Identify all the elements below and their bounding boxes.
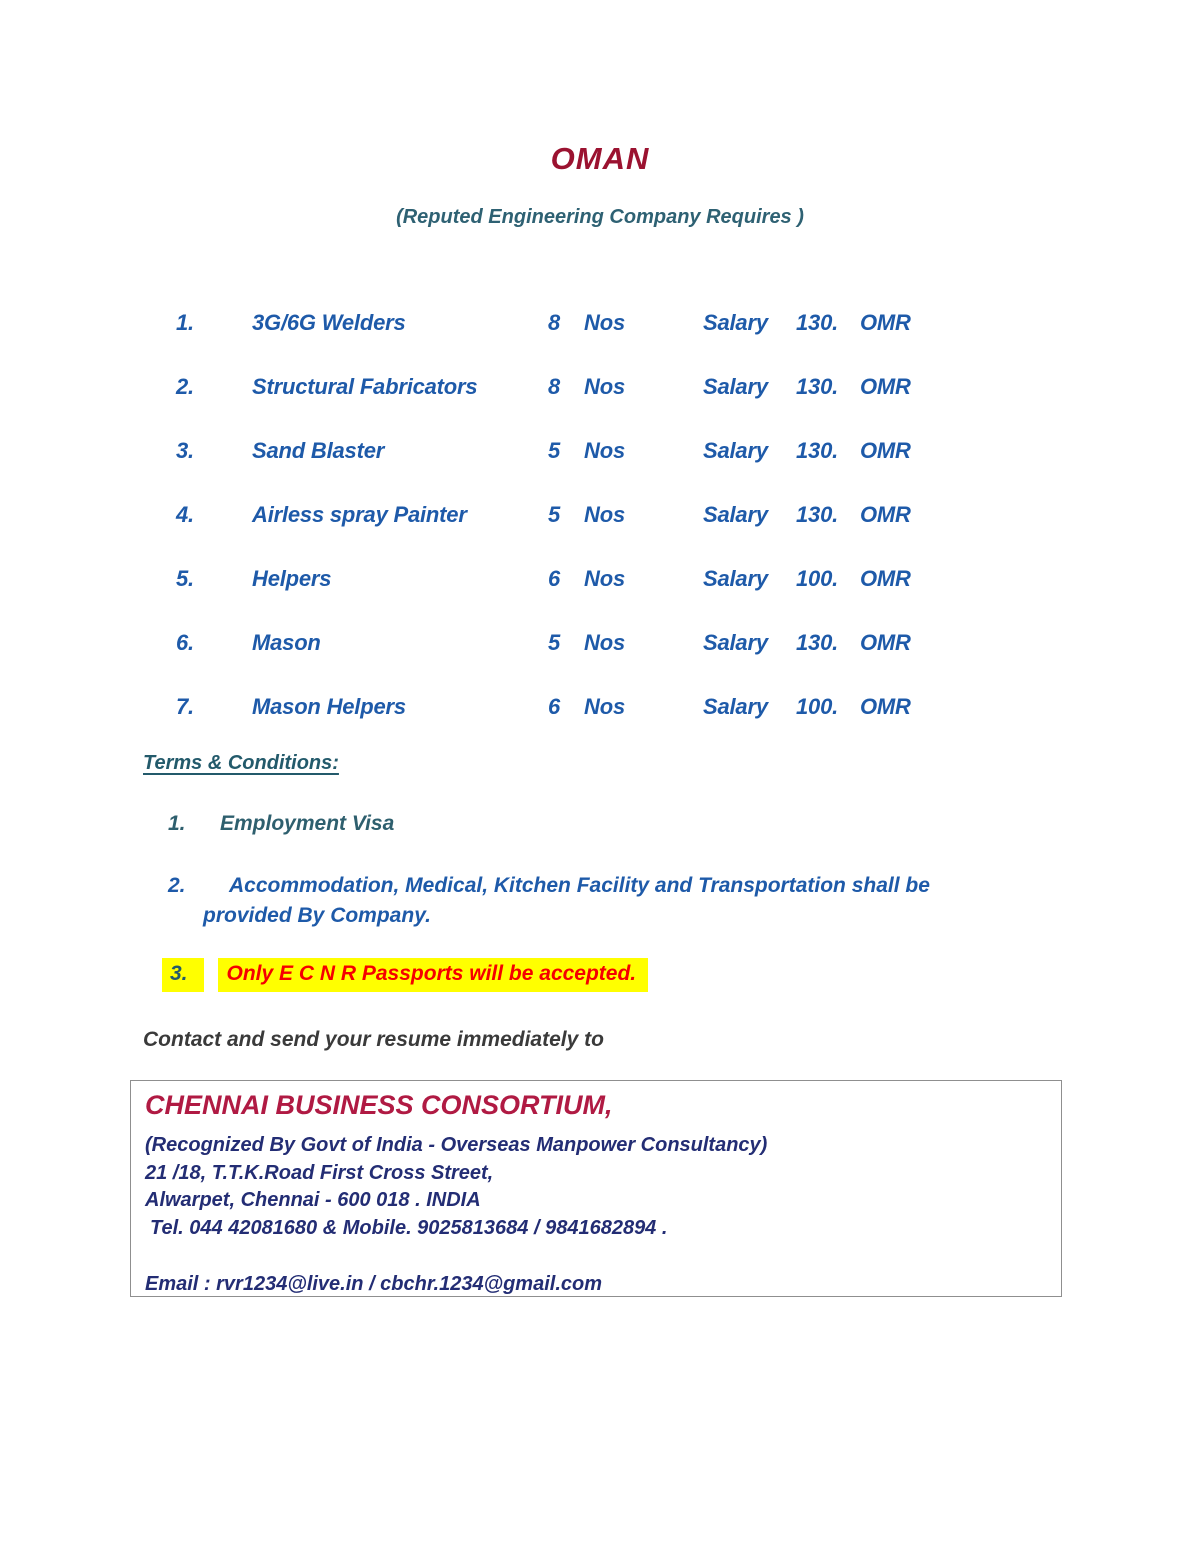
job-row bbox=[0, 502, 1200, 566]
job-salary-amount: 130. bbox=[796, 630, 839, 655]
contact-instruction: Contact and send your resume immediately to bbox=[143, 1028, 604, 1051]
job-salary-label: Salary bbox=[703, 438, 768, 463]
job-salary-label: Salary bbox=[703, 566, 768, 591]
job-currency: OMR bbox=[860, 310, 911, 335]
job-qty-unit: Nos bbox=[584, 438, 626, 463]
job-number: 5. bbox=[176, 566, 194, 591]
job-salary-label: Salary bbox=[703, 374, 768, 399]
job-quantity bbox=[548, 438, 703, 464]
job-qty-unit: Nos bbox=[584, 566, 626, 591]
page-title: OMAN bbox=[550, 141, 650, 176]
job-qty-unit: Nos bbox=[584, 502, 626, 527]
job-salary-label: Salary bbox=[703, 502, 768, 527]
job-currency: OMR bbox=[860, 566, 911, 591]
job-salary-label: Salary bbox=[703, 310, 768, 335]
job-title: Structural Fabricators bbox=[252, 374, 478, 399]
job-qty-value: 8 bbox=[548, 374, 561, 399]
job-row bbox=[0, 310, 1200, 374]
job-qty-unit: Nos bbox=[584, 310, 626, 335]
job-salary-amount: 130. bbox=[796, 310, 839, 335]
job-salary-label: Salary bbox=[703, 694, 768, 719]
job-list bbox=[0, 310, 1200, 758]
job-qty-unit: Nos bbox=[584, 694, 626, 719]
job-quantity bbox=[548, 310, 703, 336]
term-text-highlighted: Only E C N R Passports will be accepted. bbox=[218, 958, 649, 992]
job-quantity bbox=[548, 374, 703, 400]
job-quantity bbox=[548, 566, 703, 592]
term-item-3 bbox=[162, 958, 648, 992]
job-currency: OMR bbox=[860, 630, 911, 655]
job-qty-unit: Nos bbox=[584, 374, 626, 399]
job-currency: OMR bbox=[860, 694, 911, 719]
term-item-1 bbox=[168, 812, 394, 836]
job-qty-unit: Nos bbox=[584, 630, 626, 655]
company-email: Email : rvr1234@live.in / cbchr.1234@gmail.com bbox=[145, 1273, 603, 1295]
job-row bbox=[0, 438, 1200, 502]
job-currency: OMR bbox=[860, 374, 911, 399]
company-address-line2: Alwarpet, Chennai - 600 018 . INDIA bbox=[145, 1189, 481, 1211]
terms-heading: Terms & Conditions: bbox=[143, 752, 339, 774]
contact-box bbox=[130, 1080, 1062, 1297]
job-number: 6. bbox=[176, 630, 194, 655]
job-salary-amount: 130. bbox=[796, 438, 839, 463]
company-address-line1: 21 /18, T.T.K.Road First Cross Street, bbox=[145, 1161, 494, 1184]
term-text: Employment Visa bbox=[220, 812, 395, 835]
job-row bbox=[0, 374, 1200, 438]
company-name: CHENNAI BUSINESS CONSORTIUM, bbox=[145, 1090, 613, 1120]
job-title: Mason Helpers bbox=[252, 694, 406, 719]
term-number-highlighted: 3. bbox=[162, 958, 204, 992]
job-row bbox=[0, 566, 1200, 630]
job-number: 4. bbox=[176, 502, 194, 527]
job-quantity bbox=[548, 630, 703, 656]
job-salary-amount: 130. bbox=[796, 502, 839, 527]
job-qty-value: 5 bbox=[548, 630, 561, 655]
job-title: Sand Blaster bbox=[252, 438, 385, 463]
job-qty-value: 5 bbox=[548, 502, 561, 527]
job-qty-value: 8 bbox=[548, 310, 561, 335]
job-qty-value: 6 bbox=[548, 694, 561, 719]
company-phone: Tel. 044 42081680 & Mobile. 9025813684 / 9841682894 . bbox=[150, 1216, 668, 1239]
job-title: Airless spray Painter bbox=[252, 502, 467, 527]
job-row bbox=[0, 694, 1200, 758]
job-quantity bbox=[548, 502, 703, 528]
job-title: Helpers bbox=[252, 566, 332, 591]
job-number: 1. bbox=[176, 310, 194, 335]
term-number: 2. bbox=[168, 874, 186, 897]
job-currency: OMR bbox=[860, 438, 911, 463]
company-recognition: (Recognized By Govt of India - Overseas Manpower Consultancy) bbox=[145, 1134, 768, 1156]
subtitle: (Reputed Engineering Company Requires ) bbox=[396, 206, 804, 228]
term-item-2 bbox=[168, 871, 993, 931]
job-currency: OMR bbox=[860, 502, 911, 527]
term-text: Accommodation, Medical, Kitchen Facility and Transportation shall be provided By Company. bbox=[203, 874, 930, 927]
job-salary-amount: 130. bbox=[796, 374, 839, 399]
job-salary-amount: 100. bbox=[796, 694, 839, 719]
job-qty-value: 6 bbox=[548, 566, 561, 591]
job-salary-label: Salary bbox=[703, 630, 768, 655]
job-quantity bbox=[548, 694, 703, 720]
job-title: Mason bbox=[252, 630, 321, 655]
job-number: 2. bbox=[176, 374, 194, 399]
job-salary-amount: 100. bbox=[796, 566, 839, 591]
job-number: 7. bbox=[176, 694, 194, 719]
job-qty-value: 5 bbox=[548, 438, 561, 463]
job-title: 3G/6G Welders bbox=[252, 310, 406, 335]
job-row bbox=[0, 630, 1200, 694]
job-number: 3. bbox=[176, 438, 194, 463]
term-number: 1. bbox=[168, 812, 186, 835]
